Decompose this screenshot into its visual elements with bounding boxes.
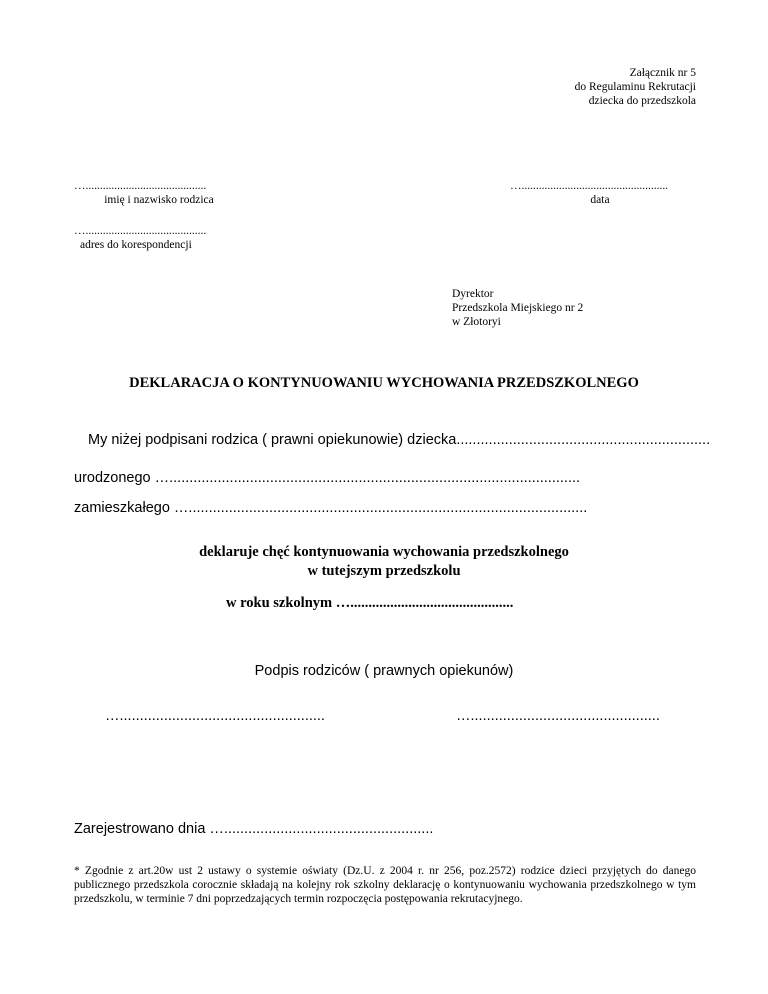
address-field: ….......................................... <box>74 225 207 237</box>
date-field: …................................................... <box>510 180 669 192</box>
address-label: adres do korespondencji <box>80 239 192 251</box>
recipient-line-2: Przedszkola Miejskiego nr 2 <box>452 302 584 314</box>
attachment-line-1: Załącznik nr 5 <box>629 67 696 79</box>
declaration-line-1: deklaruje chęć kontynuowania wychowania przedszkolnego <box>199 544 569 560</box>
recipient-block <box>452 287 583 329</box>
registration-date-line: Zarejestrowano dnia ….................................................... <box>74 821 434 837</box>
attachment-line-3: dziecka do przedszkola <box>588 95 696 107</box>
declaration-line-2: w tutejszym przedszkolu <box>307 563 461 579</box>
parent-name-field: ….......................................... <box>74 180 207 192</box>
signature-field-left: …................................................... <box>105 708 325 724</box>
recipient-line-3: w Złotoryi <box>452 316 501 328</box>
recipient-line-1: Dyrektor <box>452 288 494 300</box>
attachment-line-2: do Regulaminu Rekrutacji <box>574 81 696 93</box>
footnote: * Zgodnie z art.20w ust 2 ustawy o systemie oświaty (Dz.U. z 2004 r. nr 256, poz.2572) rodzice dzieci przyjętych do danego publicznego przedszkola corocznie składają na kolejny rok szkolny deklarację o kontynuowaniu wychowania przedszkolnego w tym przedszkolu, w terminie 7 dni poprzedzających termin rozpoczęcia postępowania rekrutacyjnego. <box>74 865 696 905</box>
parent-name-label: imię i nazwisko rodzica <box>104 194 214 206</box>
signature-field-right: …............................................... <box>456 708 660 724</box>
attachment-note <box>575 66 696 108</box>
date-label: data <box>590 194 610 206</box>
document-title: DEKLARACJA O KONTYNUOWANIU WYCHOWANIA PRZEDSZKOLNEGO <box>129 375 639 391</box>
parents-child-line: My niżej podpisani rodzica ( prawni opiekunowie) dziecka............................................................... <box>88 432 711 448</box>
school-year-line: w roku szkolnym …............................................. <box>226 595 514 611</box>
birth-line: urodzonego …...................................................................................................... <box>74 470 581 486</box>
signature-heading: Podpis rodziców ( prawnych opiekunów) <box>254 663 514 679</box>
residence-line: zamieszkałego …................................................................................................... <box>74 500 588 516</box>
